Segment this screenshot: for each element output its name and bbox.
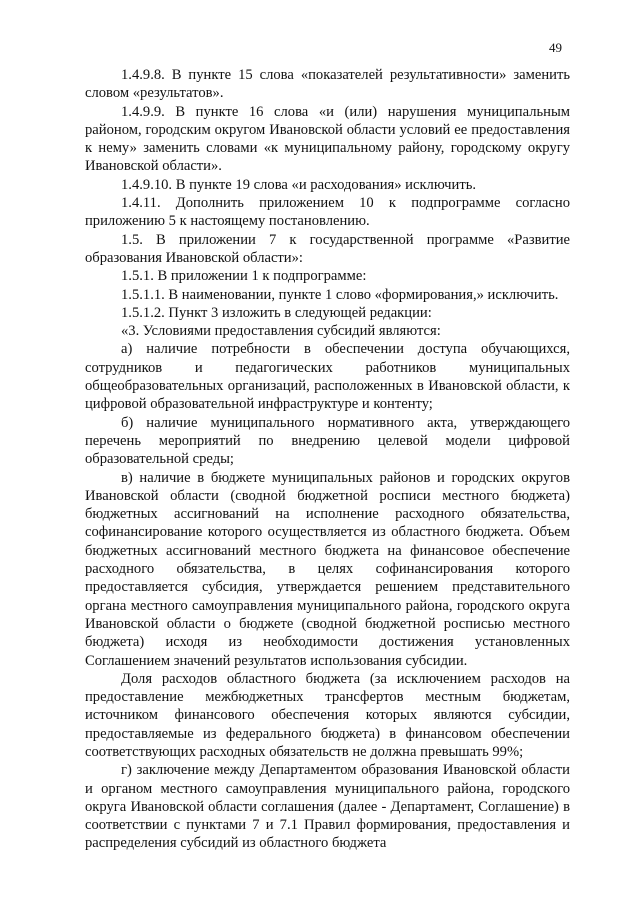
paragraph-condition-v: в) наличие в бюджете муниципальных районов и городских округов Ивановской области (сводной бюджетной росписи местного бюджета) бюджетных ассигнований на исполнение расходного обязательства, софинансирование которого осуществляется из областного бюджета. Объем бюджетных ассигнований местного бюджета на финансовое обеспечение расходного обязательства, в целях софинансирования которого предоставляется субсидия, утверждается решением представительного органа местного самоуправления муниципального района, городского округа Ивановской области о бюджете (сводной бюджетной росписью местного бюджета) исходя из необходимости достижения установленных Соглашением значений результатов использования субсидии. <box>85 469 570 669</box>
paragraph-1-4-9-9: 1.4.9.9. В пункте 16 слова «и (или) нарушения муниципальным районом, городским округом Ивановской области условий ее предоставления к нему» заменить словами «к муниципальному району, городскому округу Ивановской области». <box>85 103 570 175</box>
paragraph-1-5: 1.5. В приложении 7 к государственной программе «Развитие образования Ивановской области»: <box>85 231 570 266</box>
paragraph-budget-share: Доля расходов областного бюджета (за исключением расходов на предоставление межбюджетных трансфертов местным бюджетам, источником финансового обеспечения которых являются субсидии, предоставляемые из федерального бюджета) в финансовом обеспечении соответствующих расходных обязательств не должна превышать 99%; <box>85 670 570 760</box>
paragraph-1-5-1-2: 1.5.1.2. Пункт 3 изложить в следующей редакции: <box>121 304 432 321</box>
paragraph-1-4-9-8: 1.4.9.8. В пункте 15 слова «показателей результативности» заменить словом «результатов». <box>85 67 570 102</box>
paragraph-condition-a: а) наличие потребности в обеспечении доступа обучающихся, сотрудников и педагогических работников муниципальных общеобразовательных организаций, расположенных в Ивановской области, к цифровой образовательной инфраструктуре и контенту; <box>85 341 570 413</box>
paragraph-subsidy-conditions-heading: «3. Условиями предоставления субсидий являются: <box>121 323 441 340</box>
paragraph-1-4-9-10: 1.4.9.10. В пункте 19 слова «и расходования» исключить. <box>121 176 476 193</box>
paragraph-condition-b: б) наличие муниципального нормативного акта, утверждающего перечень мероприятий по внедрению целевой модели цифровой образовательной среды; <box>85 414 570 468</box>
paragraph-condition-g: г) заключение между Департаментом образования Ивановской области и органом местного самоуправления муниципального района, городского округа Ивановской области соглашения (далее - Департамент, Соглашение) в соответствии с пунктами 7 и 7.1 Правил формирования, предоставления и распределения субсидий из областного бюджета <box>85 762 570 852</box>
paragraph-1-5-1: 1.5.1. В приложении 1 к подпрограмме: <box>121 268 367 285</box>
paragraph-1-5-1-1: 1.5.1.1. В наименовании, пункте 1 слово «формирования,» исключить. <box>121 286 559 303</box>
page-number: 49 <box>549 40 562 55</box>
paragraph-1-4-11: 1.4.11. Дополнить приложением 10 к подпрограмме согласно приложению 5 к настоящему постановлению. <box>85 195 570 230</box>
document-body <box>85 66 570 853</box>
